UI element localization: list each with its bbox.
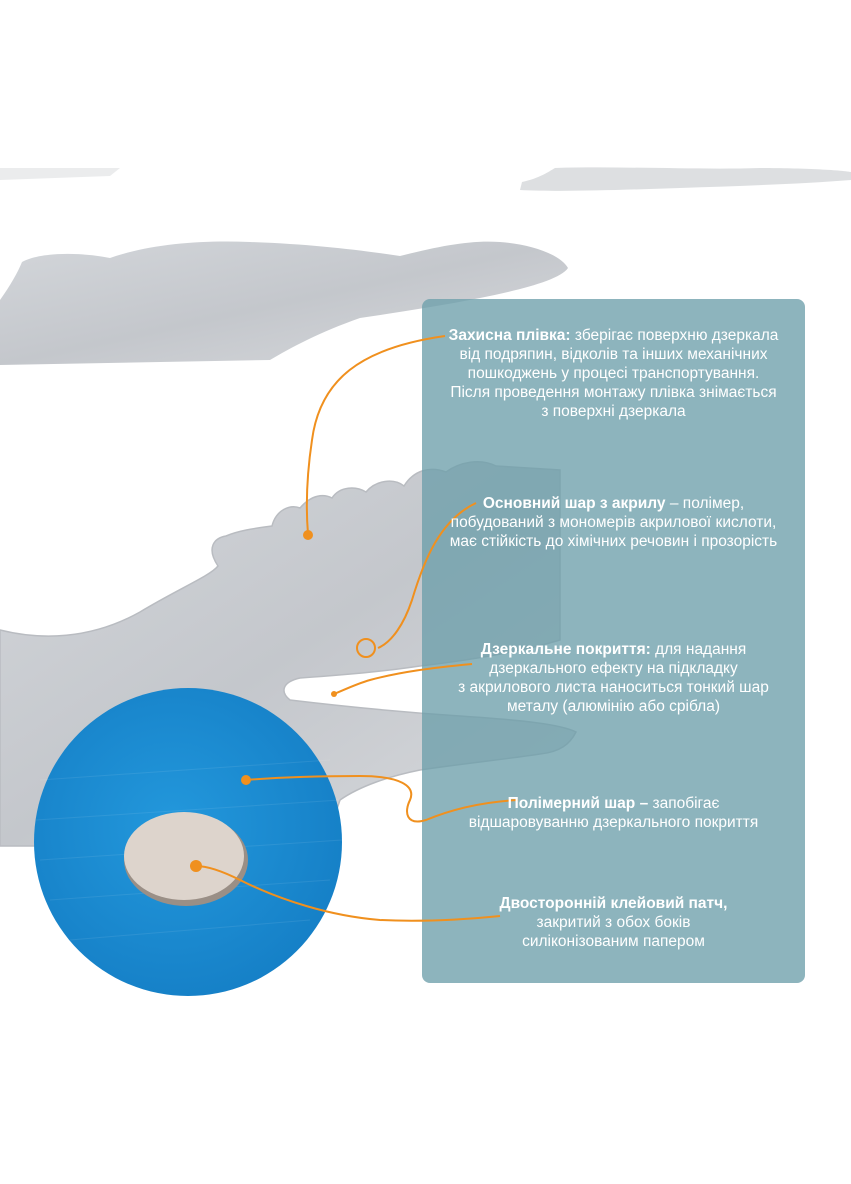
annotation-text: закритий з обох боків [536, 914, 691, 931]
annotation-text: для надання [655, 641, 747, 658]
annotation-text: – полімер, [669, 495, 745, 512]
annotation-acrylic-layer [422, 494, 805, 551]
annotation-title: Полімерний шар – [507, 795, 649, 812]
annotation-title: Дзеркальне покриття: [480, 641, 651, 658]
annotation-text: з поверхні дзеркала [541, 403, 686, 420]
annotation-adhesive-patch [422, 894, 805, 951]
annotation-text: Після проведення монтажу плівка знімається [450, 384, 777, 401]
annotation-text: побудований з мономерів акрилової кислоти, [450, 514, 777, 531]
annotation-text: запобігає [652, 795, 720, 812]
annotation-title: Захисна плівка: [448, 327, 571, 344]
mirror-sticker-top [0, 167, 851, 190]
annotation-text: має стійкість до хімічних речовин і прозорість [449, 533, 778, 550]
annotation-text: металу (алюмінію або срібла) [507, 698, 720, 715]
annotation-protective-film [422, 326, 805, 421]
annotation-text: дзеркального ефекту на підкладку [489, 660, 738, 677]
annotation-text: відшаровуванню дзеркального покриття [468, 814, 759, 831]
annotation-title: Двосторонній клейовий патч, [499, 895, 728, 912]
annotation-text: від подряпин, відколів та інших механічних [459, 346, 768, 363]
annotation-text: зберігає поверхню дзеркала [574, 327, 779, 344]
annotation-text: силіконізованим папером [522, 933, 705, 950]
annotation-text: з акрилового листа наноситься тонкий шар [458, 679, 769, 696]
annotation-title: Основний шар з акрилу [482, 495, 666, 512]
annotation-text: пошкоджень у процесі транспортування. [467, 365, 760, 382]
annotation-polymer-layer [422, 794, 805, 832]
annotation-mirror-coating [422, 640, 805, 716]
